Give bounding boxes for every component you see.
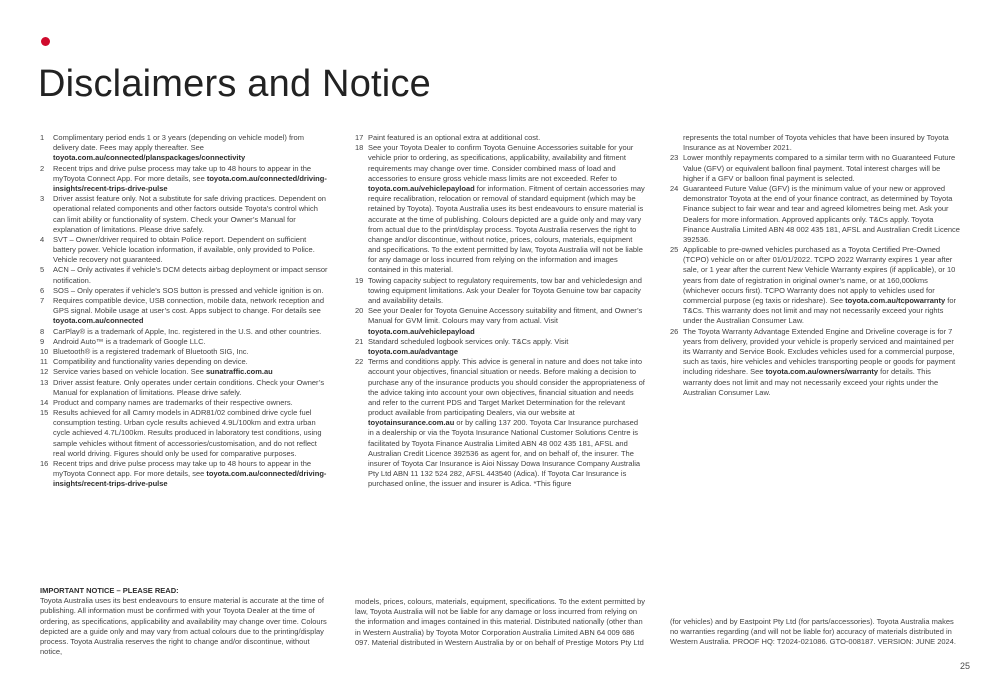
disclaimer-text: Android Auto™ is a trademark of Google LLC. [53,336,206,346]
disclaimer-text: The Toyota Warranty Advantage Extended Engine and Driveline coverage is for 7 years from delivery, provided your vehicle is properly serviced and maintained per its Warranty and Service Book. Excludes vehicles used for a commercial purpose, such as taxis, hire vehicles and vehicles transporting people or goods for payment including rideshare. See toyota.com.au/owners/warranty for details. This warranty does not limit and may not necessarily exceed your rights under the Australian Consumer Law. [683,326,956,397]
disclaimer-number: 8 [40,326,45,336]
disclaimer-text: Paint featured is an optional extra at additional cost. [368,133,541,142]
disclaimer-item [670,153,960,184]
disclaimer-text: SVT – Owner/driver required to obtain Police report. Dependent on sufficient battery power. Vehicle location information, if available, only provided to Police. Vehicle recovery not guaranteed. [53,234,315,265]
url-text: toyota.com.au/owners/warranty [765,367,879,377]
disclaimer-text: ACN – Only activates if vehicle’s DCM detects airbag deployment or impact sensor notification. [53,265,328,285]
disclaimer-number: 11 [40,357,48,367]
disclaimer-item [355,306,645,337]
disclaimer-item [40,235,330,266]
disclaimer-text: Standard scheduled logbook services only. T&Cs apply. Visit toyota.com.au/advantage [368,336,569,356]
disclaimer-item [40,408,330,459]
disclaimer-text: CarPlay® is a trademark of Apple, Inc. registered in the U.S. and other countries. [53,326,322,336]
url-text: toyota.com.au/connected/driving-insights/recent-trips-drive-pulse [53,469,327,489]
disclaimer-number: 4 [40,234,45,244]
disclaimer-text: See your Toyota Dealer to confirm Toyota Genuine Accessories suitable for your vehicle prior to ordering, as specifications, applicability, availability and fitment requirements may change over time. Consider combined mass of load and accessories to ensure gross vehicle mass limits are not exceeded. Refer to toyota.com.au/vehiclepayload for information. Fitment of certain accessories may require recalibration, relocation or removal of standard equipment (which may be retained by Toyota). Toyota Australia uses its best endeavours to ensure material is accurate at the time of publishing. Colours depicted are a guide only and may vary from actual due to the print/display process. Toyota Australia reserves the right to change and/or discontinue, without notice, prices, colours, materials, equipment and specifications. To the extent permitted by law, Toyota Australia will not be liable for any damage or loss incurred from relying on the information and images contained in this material. [368,143,645,275]
disclaimer-number: 7 [40,296,45,305]
disclaimer-number: 12 [40,367,49,377]
disclaimer-text: Guaranteed Future Value (GFV) is the minimum value of your new or approved demonstrator Toyota at the end of your finance contract, as determined by Toyota Finance subject to fair wear and tear and agreed kilometres being met. Ask your Dealers for more information. Approved applicants only. T&Cs apply. Toyota Finance Australia Limited ABN 48 002 435 181, AFSL and Australian Credit Licence 392536. [683,183,960,244]
disclaimer-text: Complimentary period ends 1 or 3 years (depending on vehicle model) from delivery date. Fees may apply thereafter. See toyota.com.au/connected/planspackages/connectivity [53,133,304,163]
page-number: 25 [959,661,970,671]
disclaimer-number: 23 [670,153,679,163]
disclaimer-columns [40,133,960,490]
disclaimer-number: 5 [40,265,45,275]
disclaimer-item [40,133,330,164]
disclaimer-number: 15 [40,408,49,418]
disclaimer-item [40,296,330,327]
url-text: toyotainsurance.com.au [368,418,455,428]
disclaimer-number: 1 [40,133,45,142]
disclaimer-number: 24 [670,183,679,193]
disclaimer-item [670,133,960,153]
disclaimer-number: 18 [355,143,364,153]
disclaimer-number: 9 [40,336,45,346]
disclaimer-item [355,337,645,357]
disclaimer-text: Driver assist feature only. Not a substitute for safe driving practices. Dependent on operational related components and other factors outside Toyota’s control which can limit ability or functionality of system. Check your Owner’s Manual for explanation of limitations. Please drive safely. [53,194,326,234]
disclaimer-item [40,378,330,398]
url-text: sunatraffic.com.au [206,367,273,377]
disclaimer-number: 19 [355,275,364,285]
disclaimer-text: Driver assist feature. Only operates under certain conditions. Check your Owner’s Manual for explanation of limitations. Please drive safely. [53,377,325,397]
disclaimer-text: Compatibility and functionality varies depending on device. [53,357,248,367]
disclaimer-item [355,143,645,275]
disclaimer-number: 13 [40,377,49,387]
url-text: toyota.com.au/connected [53,316,144,326]
disclaimer-item [40,194,330,235]
url-text: toyota.com.au/connected/planspackages/connectivity [53,153,246,163]
disclaimer-number: 2 [40,163,45,173]
disclaimer-text: Requires compatible device, USB connection, mobile data, network reception and GPS signal. Mobile usage at user’s cost. Apps subject to change. For details see toyota.com.au/connected [53,296,324,326]
disclaimer-text: SOS – Only operates if vehicle’s SOS button is pressed and vehicle ignition is on. [53,285,324,295]
disclaimer-item [40,327,330,337]
disclaimer-text: Results achieved for all Camry models in ADR81/02 combined drive cycle fuel consumption testing. Urban cycle results achieved 4.9L/100km and extra urban cycle achieved 4.7L/100km. Results produced in laboratory test conditions, using sample vehicles without fitment of accessories/customisation, and do not reflect real world driving. Figures should only be used for comparative purposes. [53,408,322,458]
important-notice-col-1 [40,586,330,657]
brand-dot-icon [41,37,50,46]
disclaimer-text: Lower monthly repayments compared to a similar term with no Guaranteed Future Value (GFV) or equivalent balloon final payment. Total interest charges will be higher if a GFV or balloon final payment is selected. [683,153,956,183]
disclaimer-number: 26 [670,326,679,336]
disclaimer-item [670,245,960,327]
disclaimer-text: Applicable to pre-owned vehicles purchased as a Toyota Certified Pre-Owned (TCPO) vehicle on or after 01/01/2022. TCPO 2022 Warranty expires 1 year after sale, or 1 year after the current New Vehicle Warranty expires (if applicable), or 10 years from date of registration in original owner’s name, or at 160,000kms (whichever occurs first). TCPO Warranty does not apply to vehicles used for commercial purpose (eg taxis or rideshare). See toyota.com.au/tcpowarranty for T&Cs. This warranty does not limit and may not necessarily exceed your rights under the Australian Consumer Law. [683,245,957,326]
important-notice-text-3: (for vehicles) and by Eastpoint Pty Ltd (for parts/accessories). Toyota Australia makes no warranties regarding (and will not be liable for) accuracy of materials distributed in Western Australia. PROOF HQ: T2024-021086. GTO-008187. VERSION: JUNE 2024. [670,617,956,647]
disclaimer-number [670,133,683,153]
disclaimer-number: 10 [40,346,49,356]
disclaimer-number: 6 [40,285,45,295]
disclaimer-item [40,164,330,195]
disclaimer-text: Terms and conditions apply. This advice is general in nature and does not take into account your objectives, financial situation or needs. Before making a decision to purchase any of the insurance products you should consider the appropriateness of the advice taking into account your own objectives, financial situation and needs and refer to the current PDS and Target Market Determination for the relevant product available from participating Dealers, via our website at toyotainsurance.com.au or by calling 137 200. Toyota Car Insurance purchased in a dealership or via the Toyota Insurance National Customer Solutions Centre is facilitated by Toyota Finance Australia Limited ABN 48 002 435 181, AFSL and Australian Credit Licence 392536 as agent for, and on behalf of, the insurer. The insurer of Toyota Car Insurance is Aioi Nissay Dowa Insurance Company Australia Pty Ltd ABN 11 132 524 282, AFSL 443540 (Adica). If Toyota Car Insurance is purchased online, the issuer and insurer is Adica. *This figure [368,357,645,489]
important-notice [40,586,960,657]
url-text: toyota.com.au/advantage [368,346,459,356]
disclaimer-number: 16 [40,459,49,468]
disclaimer-item [40,265,330,285]
disclaimer-number: 20 [355,306,364,316]
disclaimer-number: 3 [40,194,45,204]
disclaimer-column [670,133,960,490]
disclaimer-item [40,357,330,367]
disclaimer-item [670,184,960,245]
disclaimer-item [40,398,330,408]
disclaimer-item [40,337,330,347]
disclaimer-text: Recent trips and drive pulse process may take up to 48 hours to appear in the myToyota Connect App. For more details, see toyota.com.au/connected/driving-insights/recent-trips-drive-pulse [53,163,327,193]
disclaimer-item [40,347,330,357]
disclaimer-number: 14 [40,397,49,407]
important-notice-heading: IMPORTANT NOTICE – PLEASE READ: [40,586,179,595]
disclaimer-column [40,133,330,490]
disclaimer-number: 21 [355,336,364,346]
disclaimer-text: represents the total number of Toyota vehicles that have been insured by Toyota Insurance as at November 2021. [683,133,949,153]
url-text: toyota.com.au/connected/driving-insights/recent-trips-drive-pulse [53,173,327,193]
disclaimer-item [355,276,645,307]
important-notice-col-2 [355,597,645,657]
disclaimer-text: Service varies based on vehicle location. See sunatraffic.com.au [53,367,273,377]
url-text: toyota.com.au/tcpowarranty [845,296,946,305]
disclaimer-item [40,367,330,377]
disclaimer-column [355,133,645,490]
disclaimer-item [355,357,645,489]
disclaimer-text: Towing capacity subject to regulatory requirements, tow bar and vehicledesign and towing equipment limitations. Ask your Dealer for Toyota Genuine tow bar capacity and availability details. [368,275,642,305]
disclaimer-item [40,286,330,296]
url-text: toyota.com.au/vehiclepayload [368,326,475,336]
important-notice-text-2: models, prices, colours, materials, equipment, specifications. To the extent permitted by law, Toyota Australia will not be liable for any damage or loss incurred from relying on the information and images contained in this material. Distributed nationally (other than in Western Australia) by Toyota Motor Corporation Australia Limited ABN 64 009 686 097. Material distributed in Western Australia by or on behalf of Prestige Motors Pty Ltd [355,597,645,647]
disclaimer-text: Bluetooth® is a registered trademark of Bluetooth SIG, Inc. [53,346,249,356]
disclaimer-number: 17 [355,133,364,142]
disclaimer-text: Product and company names are trademarks of their respective owners. [53,397,293,407]
disclaimer-item [670,327,960,398]
page-title: Disclaimers and Notice [38,63,431,105]
disclaimer-text: See your Dealer for Toyota Genuine Accessory suitability and fitment, and Owner’s Manual for GVM limit. Colours may vary from actual. Visit toyota.com.au/vehiclepayload [368,306,643,336]
disclaimer-number: 22 [355,357,364,367]
url-text: toyota.com.au/vehiclepayload [368,183,475,193]
disclaimer-item [355,133,645,143]
important-notice-text-1: Toyota Australia uses its best endeavours to ensure material is accurate at the time of publishing. All information must be confirmed with your Toyota Dealer at the time of ordering, as specifications, applicability and availability may change over time. Colours depicted are a guide only and may vary from actual colours due to the printing/display process. Toyota Australia reserves the right to change and/or discontinue, without notice, [40,596,327,657]
disclaimer-text: Recent trips and drive pulse process may take up to 48 hours to appear in the myToyota Connect app. For more details, see toyota.com.au/connected/driving-insights/recent-trips-drive-pulse [53,459,327,489]
disclaimer-number: 25 [670,245,679,255]
disclaimer-item [40,459,330,490]
important-notice-col-3 [670,617,960,657]
